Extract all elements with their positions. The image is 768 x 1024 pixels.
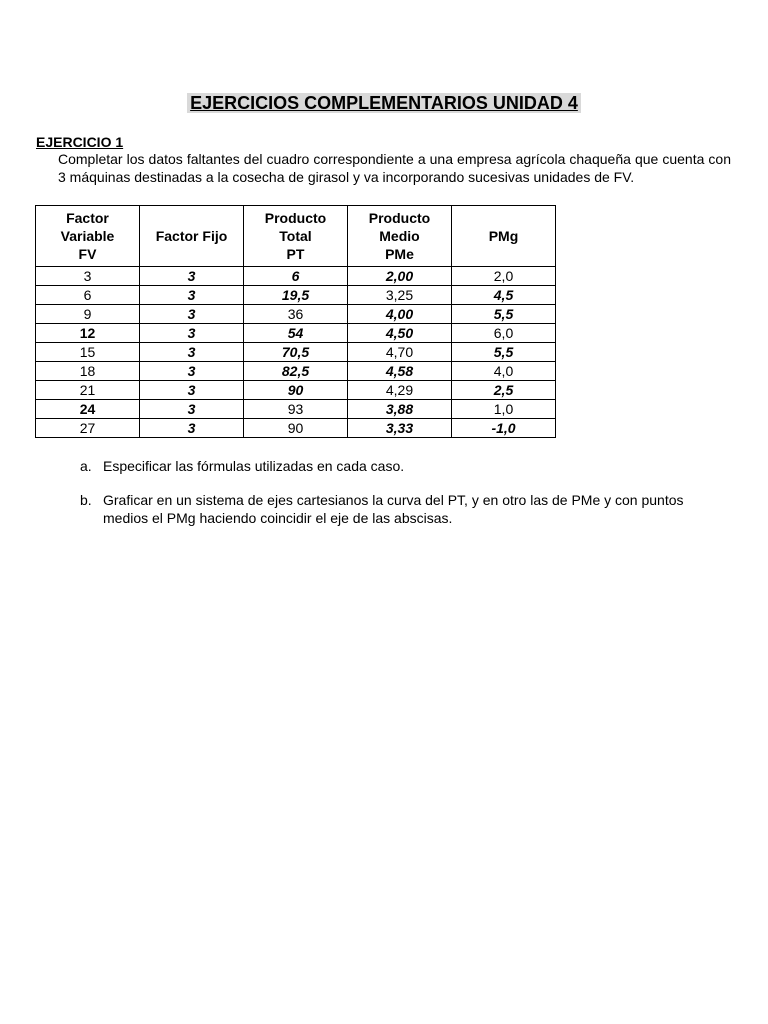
pt-cell: 19,5: [244, 286, 348, 305]
factor-fijo-cell: 3: [140, 305, 244, 324]
pme-cell: 3,88: [348, 400, 452, 419]
pmg-cell: 2,0: [452, 267, 556, 286]
pme-cell: 3,25: [348, 286, 452, 305]
fv-cell: 27: [36, 419, 140, 438]
question-letter: a.: [80, 458, 92, 474]
table-header-row: [36, 206, 556, 267]
pme-cell: 3,33: [348, 419, 452, 438]
question-text: Graficar en un sistema de ejes cartesianos la curva del PT, y en otro las de PMe y con puntos medios el PMg haciendo coincidir el eje de las abscisas.: [103, 492, 684, 526]
pt-cell: 90: [244, 419, 348, 438]
fv-cell: 12: [36, 324, 140, 343]
pt-cell: 36: [244, 305, 348, 324]
table-row: [36, 324, 556, 343]
pt-cell: 6: [244, 267, 348, 286]
pmg-cell: 4,0: [452, 362, 556, 381]
factor-fijo-cell: 3: [140, 324, 244, 343]
table-row: [36, 267, 556, 286]
header-factor-fijo: Factor Fijo: [140, 206, 244, 267]
pme-cell: 4,50: [348, 324, 452, 343]
table-row: [36, 305, 556, 324]
production-table: [35, 205, 556, 438]
table-row: [36, 286, 556, 305]
pmg-cell: -1,0: [452, 419, 556, 438]
pmg-cell: 5,5: [452, 343, 556, 362]
factor-fijo-cell: 3: [140, 267, 244, 286]
page-title: [0, 92, 768, 114]
pmg-cell: 2,5: [452, 381, 556, 400]
exercise-heading: EJERCICIO 1: [36, 134, 124, 150]
pmg-cell: 1,0: [452, 400, 556, 419]
table-row: [36, 362, 556, 381]
pme-cell: 2,00: [348, 267, 452, 286]
factor-fijo-cell: 3: [140, 286, 244, 305]
header-pmg: PMg: [452, 206, 556, 267]
factor-fijo-cell: 3: [140, 343, 244, 362]
factor-fijo-cell: 3: [140, 400, 244, 419]
table-row: [36, 343, 556, 362]
pmg-cell: 4,5: [452, 286, 556, 305]
fv-cell: 3: [36, 267, 140, 286]
pme-cell: 4,70: [348, 343, 452, 362]
header-fv: Factor Variable FV: [36, 206, 140, 267]
question-item-a: [80, 457, 731, 475]
pt-cell: 90: [244, 381, 348, 400]
question-letter: b.: [80, 492, 92, 508]
pme-cell: 4,29: [348, 381, 452, 400]
question-list: [80, 457, 731, 543]
pt-cell: 70,5: [244, 343, 348, 362]
question-text: Especificar las fórmulas utilizadas en cada caso.: [103, 458, 405, 474]
factor-fijo-cell: 3: [140, 362, 244, 381]
fv-cell: 15: [36, 343, 140, 362]
fv-cell: 21: [36, 381, 140, 400]
pt-cell: 93: [244, 400, 348, 419]
table-row: [36, 381, 556, 400]
header-pme: Producto Medio PMe: [348, 206, 452, 267]
fv-cell: 18: [36, 362, 140, 381]
intro-paragraph: Completar los datos faltantes del cuadro correspondiente a una empresa agrícola chaqueña que cuenta con 3 máquinas destinadas a la cosecha de girasol y va incorporando sucesivas unidades de FV.: [58, 151, 731, 185]
factor-fijo-cell: 3: [140, 381, 244, 400]
factor-fijo-cell: 3: [140, 419, 244, 438]
pme-cell: 4,00: [348, 305, 452, 324]
fv-cell: 6: [36, 286, 140, 305]
page-title-text: EJERCICIOS COMPLEMENTARIOS UNIDAD 4: [187, 93, 581, 113]
table-row: [36, 419, 556, 438]
header-pt: Producto Total PT: [244, 206, 348, 267]
question-item-b: [80, 491, 731, 527]
pt-cell: 82,5: [244, 362, 348, 381]
pt-cell: 54: [244, 324, 348, 343]
pme-cell: 4,58: [348, 362, 452, 381]
fv-cell: 24: [36, 400, 140, 419]
table-body: [36, 267, 556, 438]
table-row: [36, 400, 556, 419]
fv-cell: 9: [36, 305, 140, 324]
pmg-cell: 6,0: [452, 324, 556, 343]
pmg-cell: 5,5: [452, 305, 556, 324]
